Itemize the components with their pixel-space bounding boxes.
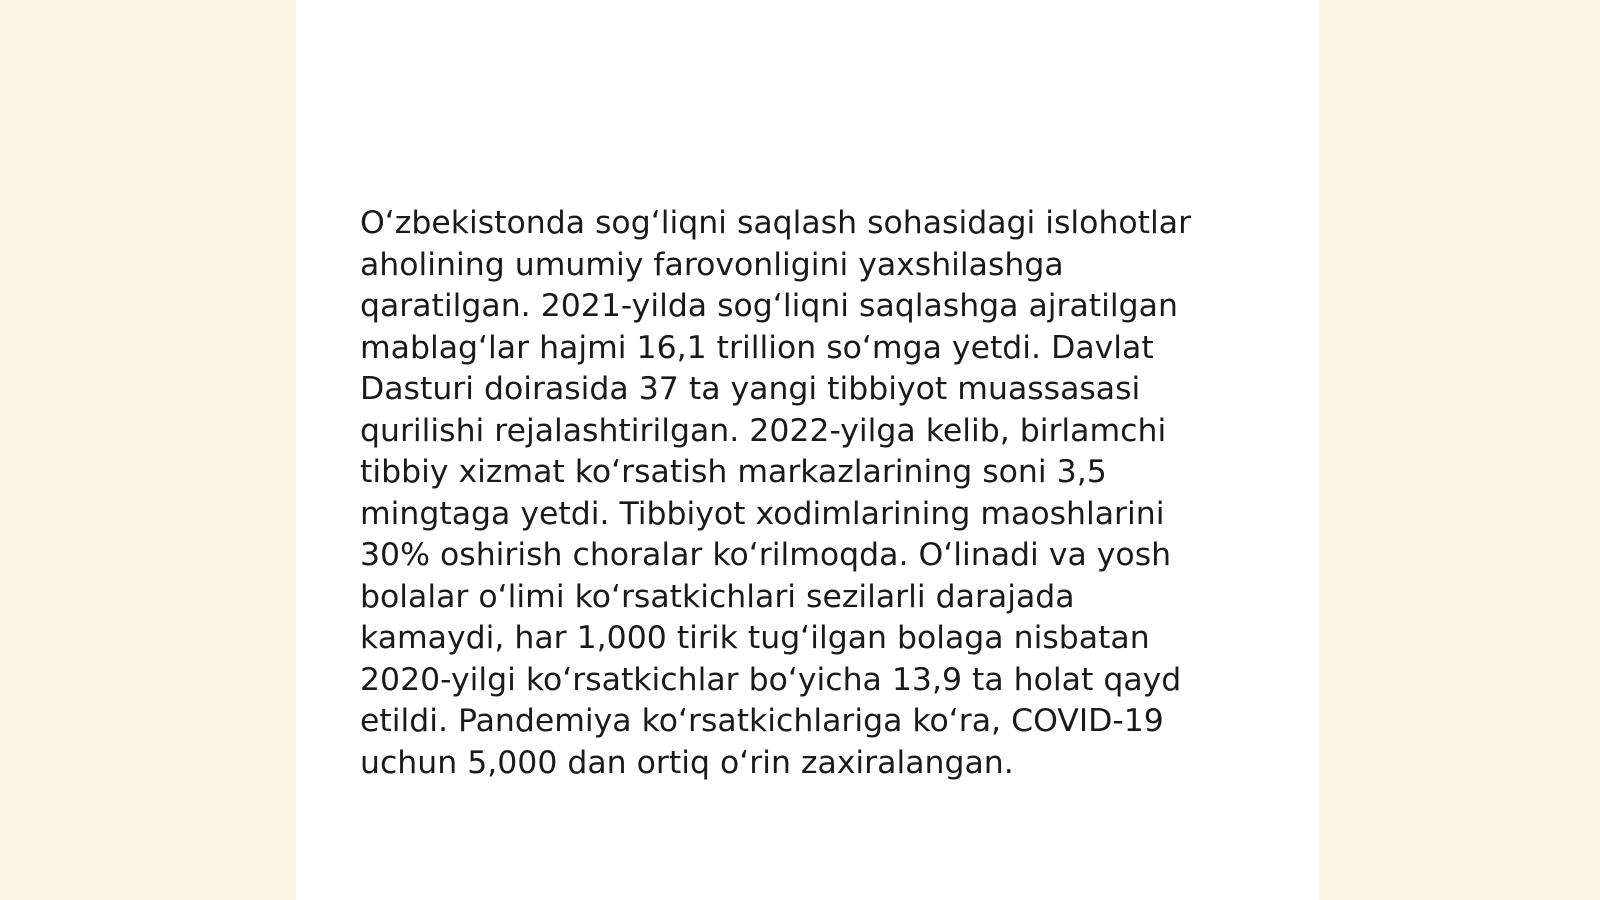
document-page bbox=[296, 0, 1319, 900]
body-paragraph: O‘zbekistonda sog‘liqni saqlash sohasidagi islohotlar aholining umumiy farovonligini yaxshilashga qaratilgan. 2021-yilda sog‘liqni saqlashga ajratilgan mablag‘lar hajmi 16,1 trillion so‘mga yetdi. Davlat Dasturi doirasida 37 ta yangi tibbiyot muassasasi qurilishi rejalashtirilgan. 2022-yilga kelib, birlamchi tibbiy xizmat ko‘rsatish markazlarining soni 3,5 mingtaga yetdi. Tibbiyot xodimlarining maoshlarini 30% oshirish choralar ko‘rilmoqda. O‘linadi va yosh bolalar o‘limi ko‘rsatkichlari sezilarli darajada kamaydi, har 1,000 tirik tug‘ilgan bolaga nisbatan 2020-yilgi ko‘rsatkichlar bo‘yicha 13,9 ta holat qayd etildi. Pandemiya ko‘rsatkichlariga ko‘ra, COVID-19 uchun 5,000 dan ortiq o‘rin zaxiralangan. bbox=[360, 205, 1192, 781]
